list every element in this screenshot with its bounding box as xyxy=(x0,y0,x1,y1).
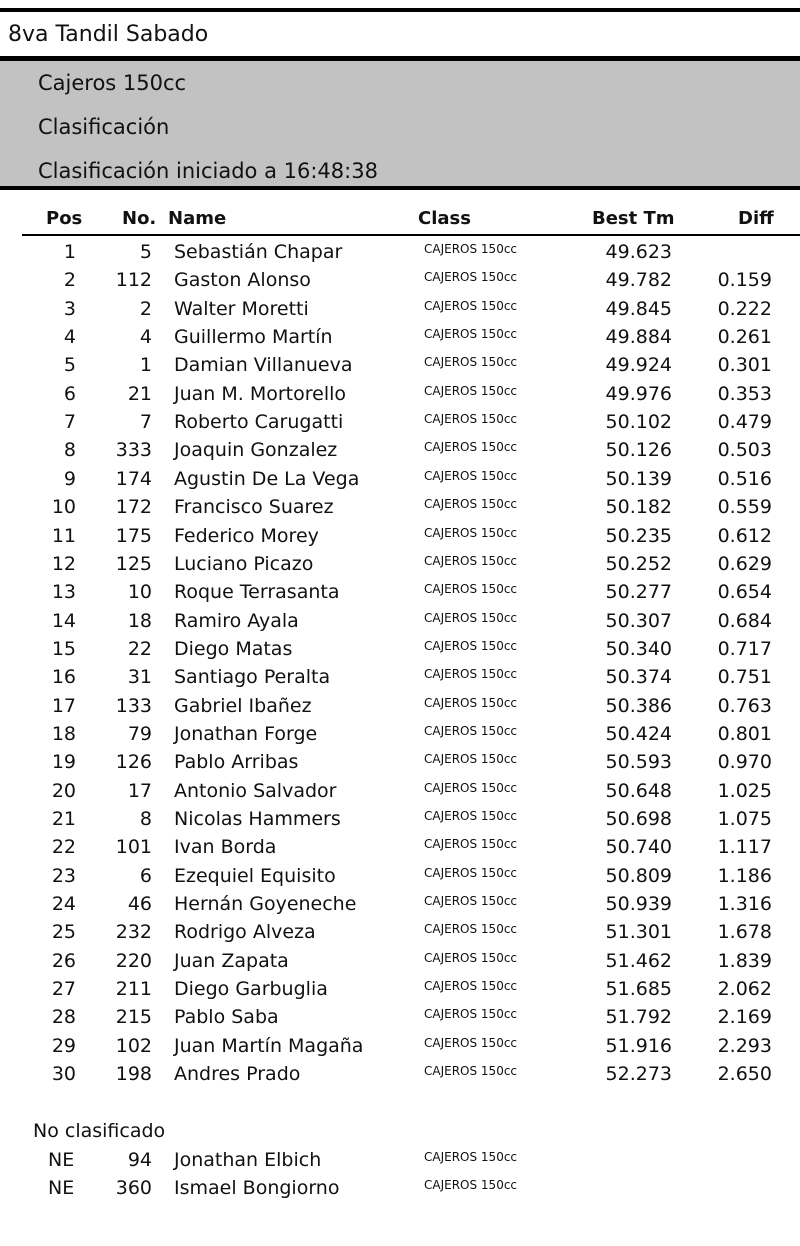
table-row xyxy=(0,522,800,550)
cell-best: 50.139 xyxy=(605,467,672,490)
cell-no: 2 xyxy=(139,297,152,320)
column-header-diff: Diff xyxy=(738,208,774,229)
cell-diff: 0.353 xyxy=(717,382,772,405)
cell-class: CAJEROS 150cc xyxy=(424,610,518,625)
cell-best: 50.307 xyxy=(605,609,672,632)
cell-name: Agustin De La Vega xyxy=(174,467,360,490)
cell-no: 174 xyxy=(115,467,152,490)
cell-best: 50.386 xyxy=(605,694,672,717)
cell-best: 50.102 xyxy=(605,411,672,434)
nc-cell-no: 94 xyxy=(127,1149,152,1171)
cell-diff: 0.222 xyxy=(717,297,772,320)
cell-class: CAJEROS 150cc xyxy=(424,525,518,540)
cell-diff: 2.062 xyxy=(717,978,772,1001)
cell-pos: 12 xyxy=(51,552,76,575)
cell-no: 112 xyxy=(115,269,152,292)
cell-no: 21 xyxy=(127,382,152,405)
cell-best: 49.782 xyxy=(605,269,672,292)
cell-class: CAJEROS 150cc xyxy=(424,242,518,256)
cell-pos: 11 xyxy=(51,524,76,547)
cell-no: 4 xyxy=(139,326,152,349)
cell-class: CAJEROS 150cc xyxy=(424,412,518,427)
cell-no: 125 xyxy=(115,552,152,575)
cell-diff: 0.751 xyxy=(717,666,772,689)
table-row xyxy=(0,550,800,578)
cell-best: 51.685 xyxy=(605,978,672,1001)
cell-name: Diego Matas xyxy=(174,637,293,660)
cell-no: 215 xyxy=(115,1006,152,1029)
table-row xyxy=(0,918,800,946)
cell-class: CAJEROS 150cc xyxy=(424,894,518,909)
table-row xyxy=(0,805,800,833)
cell-no: 101 xyxy=(115,836,152,859)
table-row xyxy=(0,748,800,776)
cell-name: Roberto Carugatti xyxy=(174,411,344,434)
cell-no: 79 xyxy=(127,722,152,745)
table-row xyxy=(0,493,800,521)
nc-cell-class: CAJEROS 150cc xyxy=(424,1150,518,1164)
cell-pos: 27 xyxy=(51,978,76,1001)
nc-cell-code: NE xyxy=(48,1177,75,1199)
nc-cell-class: CAJEROS 150cc xyxy=(424,1178,518,1192)
cell-class: CAJEROS 150cc xyxy=(424,809,518,823)
cell-best: 50.698 xyxy=(605,808,672,830)
cell-pos: 20 xyxy=(51,779,76,802)
cell-name: Joaquin Gonzalez xyxy=(174,439,338,462)
cell-diff: 0.970 xyxy=(717,751,772,774)
cell-name: Damian Villanueva xyxy=(174,354,353,377)
cell-class: CAJEROS 150cc xyxy=(424,837,518,852)
cell-diff: 0.516 xyxy=(717,467,772,490)
cell-diff: 0.654 xyxy=(717,581,772,604)
table-row xyxy=(0,692,800,720)
cell-no: 46 xyxy=(127,893,152,916)
cell-no: 211 xyxy=(115,978,152,1001)
not-classified-row xyxy=(0,1146,800,1174)
cell-name: Pablo Saba xyxy=(174,1006,279,1029)
category-label: Cajeros 150cc xyxy=(38,71,187,95)
cell-name: Nicolas Hammers xyxy=(174,808,341,830)
cell-pos: 9 xyxy=(63,467,76,490)
cell-name: Juan Zapata xyxy=(174,949,289,972)
table-row xyxy=(0,1003,800,1031)
cell-name: Ivan Borda xyxy=(174,836,277,859)
cell-pos: 7 xyxy=(63,411,76,434)
cell-name: Francisco Suarez xyxy=(174,496,334,519)
event-title: 8va Tandil Sabado xyxy=(8,22,209,47)
cell-name: Guillermo Martín xyxy=(174,326,333,349)
cell-class: CAJEROS 150cc xyxy=(424,950,518,965)
cell-best: 50.939 xyxy=(605,893,672,916)
table-row xyxy=(0,975,800,1003)
cell-name: Luciano Picazo xyxy=(174,552,314,575)
cell-name: Rodrigo Alveza xyxy=(174,921,316,944)
cell-diff: 0.159 xyxy=(717,269,772,292)
cell-name: Pablo Arribas xyxy=(174,751,299,774)
cell-best: 51.916 xyxy=(605,1034,672,1057)
not-classified-row xyxy=(0,1174,800,1202)
cell-best: 50.740 xyxy=(605,836,672,859)
cell-name: Sebastián Chapar xyxy=(174,241,343,263)
cell-best: 51.792 xyxy=(605,1006,672,1029)
cell-name: Juan Martín Magaña xyxy=(174,1034,364,1057)
cell-best: 50.182 xyxy=(605,496,672,519)
cell-name: Santiago Peralta xyxy=(174,666,331,689)
cell-best: 51.301 xyxy=(605,921,672,944)
cell-diff: 0.717 xyxy=(717,637,772,660)
cell-pos: 17 xyxy=(51,694,76,717)
table-row xyxy=(0,663,800,691)
cell-diff: 0.301 xyxy=(717,354,772,377)
cell-diff: 0.559 xyxy=(717,496,772,519)
table-row xyxy=(0,578,800,606)
cell-class: CAJEROS 150cc xyxy=(424,752,518,767)
cell-no: 232 xyxy=(115,921,152,944)
cell-best: 49.623 xyxy=(605,241,672,263)
cell-class: CAJEROS 150cc xyxy=(424,865,518,880)
table-row xyxy=(0,323,800,351)
cell-class: CAJEROS 150cc xyxy=(424,270,518,285)
not-classified-title: No clasificado xyxy=(33,1120,166,1142)
cell-no: 6 xyxy=(139,864,152,887)
column-header-class: Class xyxy=(418,208,471,229)
cell-no: 175 xyxy=(115,524,152,547)
table-row xyxy=(0,465,800,493)
cell-diff: 2.293 xyxy=(717,1034,772,1057)
cell-best: 50.252 xyxy=(605,552,672,575)
cell-name: Gabriel Ibañez xyxy=(174,694,312,717)
column-header-pos: Pos xyxy=(46,208,83,229)
cell-pos: 19 xyxy=(51,751,76,774)
nc-cell-name: Ismael Bongiorno xyxy=(174,1177,340,1199)
table-row xyxy=(0,266,800,294)
cell-no: 31 xyxy=(127,666,152,689)
cell-diff: 0.503 xyxy=(717,439,772,462)
cell-pos: 3 xyxy=(63,297,76,320)
cell-name: Juan M. Mortorello xyxy=(174,382,347,405)
cell-pos: 4 xyxy=(63,326,76,349)
cell-pos: 23 xyxy=(51,864,76,887)
cell-diff: 2.169 xyxy=(717,1006,772,1029)
cell-pos: 14 xyxy=(51,609,76,632)
cell-diff: 1.839 xyxy=(717,949,772,972)
cell-diff: 1.186 xyxy=(717,864,772,887)
cell-name: Ramiro Ayala xyxy=(174,609,299,632)
cell-pos: 21 xyxy=(51,808,76,830)
cell-name: Hernán Goyeneche xyxy=(174,893,357,916)
cell-name: Gaston Alonso xyxy=(174,269,311,292)
cell-pos: 2 xyxy=(63,269,76,292)
nc-cell-no: 360 xyxy=(115,1177,152,1199)
cell-best: 50.424 xyxy=(605,722,672,745)
top-rule xyxy=(0,8,800,12)
cell-best: 49.976 xyxy=(605,382,672,405)
cell-name: Antonio Salvador xyxy=(174,779,337,802)
cell-best: 50.126 xyxy=(605,439,672,462)
cell-diff: 1.678 xyxy=(717,921,772,944)
cell-class: CAJEROS 150cc xyxy=(424,553,518,568)
cell-diff: 2.650 xyxy=(717,1063,772,1086)
cell-class: CAJEROS 150cc xyxy=(424,667,518,682)
cell-pos: 6 xyxy=(63,382,76,405)
session-label: Clasificación xyxy=(38,115,170,139)
cell-name: Andres Prado xyxy=(174,1063,301,1086)
cell-no: 333 xyxy=(115,439,152,462)
cell-no: 1 xyxy=(139,354,152,377)
cell-pos: 25 xyxy=(51,921,76,944)
cell-diff: 0.763 xyxy=(717,694,772,717)
cell-class: CAJEROS 150cc xyxy=(424,1007,518,1022)
cell-pos: 16 xyxy=(51,666,76,689)
results-table xyxy=(0,204,800,1086)
nc-cell-name: Jonathan Elbich xyxy=(174,1149,322,1171)
cell-no: 17 xyxy=(127,779,152,802)
cell-diff: 0.629 xyxy=(717,552,772,575)
cell-class: CAJEROS 150cc xyxy=(424,979,518,994)
cell-pos: 24 xyxy=(51,893,76,916)
table-row xyxy=(0,295,800,323)
cell-best: 49.884 xyxy=(605,326,672,349)
cell-pos: 28 xyxy=(51,1006,76,1029)
table-row xyxy=(0,862,800,890)
table-row xyxy=(0,351,800,379)
column-header-best-time: Best Tm xyxy=(592,208,675,229)
session-header xyxy=(0,56,800,190)
nc-cell-code: NE xyxy=(48,1149,75,1171)
cell-no: 22 xyxy=(127,637,152,660)
cell-no: 10 xyxy=(127,581,152,604)
cell-no: 8 xyxy=(139,808,152,830)
cell-diff: 0.479 xyxy=(717,411,772,434)
cell-no: 220 xyxy=(115,949,152,972)
table-header xyxy=(22,204,800,236)
cell-best: 51.462 xyxy=(605,949,672,972)
cell-pos: 22 xyxy=(51,836,76,859)
cell-name: Jonathan Forge xyxy=(174,722,318,745)
cell-no: 133 xyxy=(115,694,152,717)
cell-diff: 1.316 xyxy=(717,893,772,916)
cell-no: 18 xyxy=(127,609,152,632)
cell-no: 5 xyxy=(139,241,152,263)
cell-class: CAJEROS 150cc xyxy=(424,468,518,483)
column-header-no: No. xyxy=(122,208,157,229)
table-row xyxy=(0,947,800,975)
cell-diff: 0.801 xyxy=(717,722,772,745)
cell-best: 50.340 xyxy=(605,637,672,660)
cell-diff: 1.117 xyxy=(717,836,772,859)
cell-class: CAJEROS 150cc xyxy=(424,440,518,455)
cell-pos: 10 xyxy=(51,496,76,519)
table-row xyxy=(0,607,800,635)
cell-pos: 8 xyxy=(63,439,76,462)
cell-pos: 18 xyxy=(51,722,76,745)
cell-class: CAJEROS 150cc xyxy=(424,780,518,795)
table-row xyxy=(0,408,800,436)
cell-best: 50.648 xyxy=(605,779,672,802)
cell-pos: 5 xyxy=(63,354,76,377)
column-header-name: Name xyxy=(168,208,227,229)
table-row xyxy=(0,890,800,918)
cell-class: CAJEROS 150cc xyxy=(424,582,518,597)
cell-diff: 1.075 xyxy=(717,808,772,830)
table-row xyxy=(0,720,800,748)
cell-class: CAJEROS 150cc xyxy=(424,1064,518,1079)
cell-class: CAJEROS 150cc xyxy=(424,497,518,512)
cell-diff: 0.612 xyxy=(717,524,772,547)
cell-best: 50.593 xyxy=(605,751,672,774)
cell-no: 7 xyxy=(139,411,152,434)
cell-name: Ezequiel Equisito xyxy=(174,864,336,887)
cell-class: CAJEROS 150cc xyxy=(424,695,518,710)
cell-best: 50.235 xyxy=(605,524,672,547)
cell-diff: 0.261 xyxy=(717,326,772,349)
cell-best: 50.809 xyxy=(605,864,672,887)
table-row xyxy=(0,238,800,266)
cell-name: Federico Morey xyxy=(174,524,319,547)
cell-pos: 15 xyxy=(51,637,76,660)
table-row xyxy=(0,436,800,464)
cell-best: 49.924 xyxy=(605,354,672,377)
cell-class: CAJEROS 150cc xyxy=(424,922,518,937)
table-row xyxy=(0,833,800,861)
cell-no: 172 xyxy=(115,496,152,519)
table-row xyxy=(0,1032,800,1060)
cell-no: 198 xyxy=(115,1063,152,1086)
cell-name: Roque Terrasanta xyxy=(174,581,340,604)
cell-class: CAJEROS 150cc xyxy=(424,1035,518,1050)
cell-best: 50.277 xyxy=(605,581,672,604)
cell-name: Walter Moretti xyxy=(174,297,309,320)
table-row xyxy=(0,635,800,663)
cell-class: CAJEROS 150cc xyxy=(424,298,518,313)
cell-diff: 0.684 xyxy=(717,609,772,632)
cell-class: CAJEROS 150cc xyxy=(424,723,518,738)
cell-class: CAJEROS 150cc xyxy=(424,383,518,398)
cell-best: 50.374 xyxy=(605,666,672,689)
cell-pos: 1 xyxy=(63,241,76,263)
cell-best: 52.273 xyxy=(605,1063,672,1086)
cell-pos: 29 xyxy=(51,1034,76,1057)
cell-pos: 13 xyxy=(51,581,76,604)
cell-no: 102 xyxy=(115,1034,152,1057)
cell-class: CAJEROS 150cc xyxy=(424,355,518,370)
cell-class: CAJEROS 150cc xyxy=(424,638,518,653)
cell-name: Diego Garbuglia xyxy=(174,978,328,1001)
cell-best: 49.845 xyxy=(605,297,672,320)
cell-pos: 26 xyxy=(51,949,76,972)
session-start-time: Clasificación iniciado a 16:48:38 xyxy=(38,159,378,183)
cell-class: CAJEROS 150cc xyxy=(424,327,518,342)
cell-diff: 1.025 xyxy=(717,779,772,802)
table-row xyxy=(0,777,800,805)
cell-no: 126 xyxy=(115,751,152,774)
table-row xyxy=(0,1060,800,1088)
table-row xyxy=(0,380,800,408)
cell-pos: 30 xyxy=(51,1063,76,1086)
